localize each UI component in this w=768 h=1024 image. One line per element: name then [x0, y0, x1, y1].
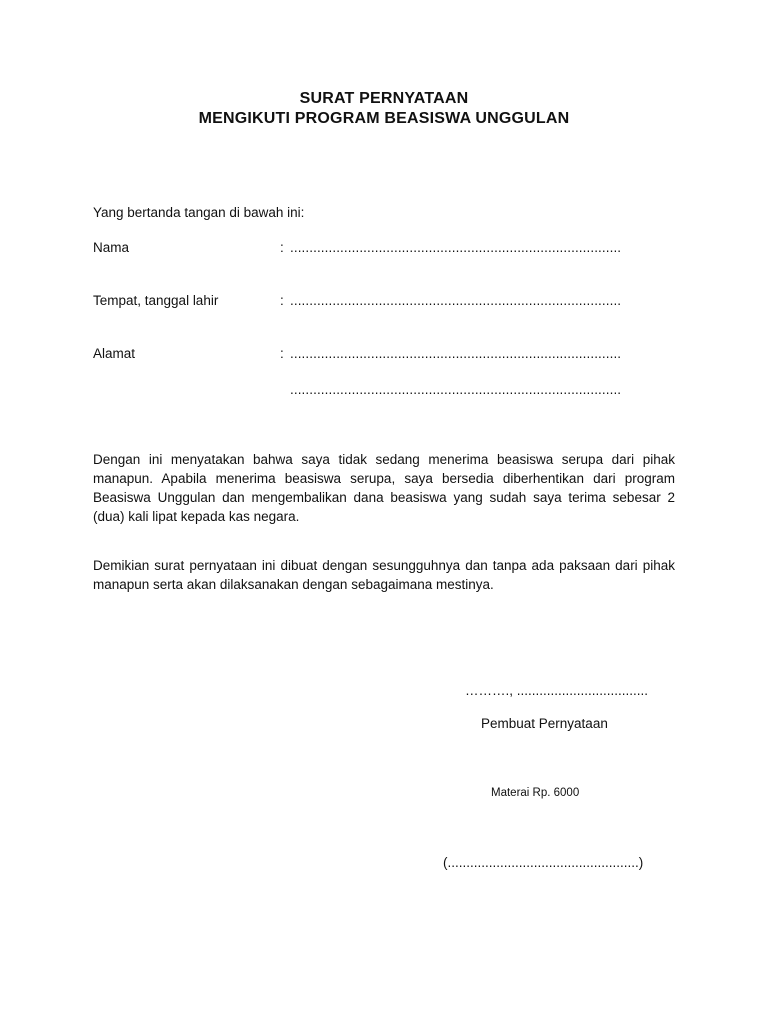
ttl-colon: :	[280, 293, 284, 308]
nama-label: Nama	[93, 240, 130, 255]
alamat-colon: :	[280, 346, 284, 361]
stamp-label: Materai Rp. 6000	[491, 787, 580, 799]
document-title: SURAT PERNYATAAN	[299, 90, 469, 107]
signature-line: (...................................................)	[443, 855, 644, 870]
statement-paragraph: Dengan ini menyatakan bahwa saya tidak sedang menerima beasiswa serupa dari pihak manapun. Apabila menerima beasiswa serupa, saya bersedia diberhentikan dari program Beasiswa Unggulan dan mengembalikan dana beasiswa yang sudah saya terima sebesar 2 (dua) kali lipat kepada kas negara.	[93, 452, 675, 524]
nama-colon: :	[280, 240, 284, 255]
document-subtitle: MENGIKUTI PROGRAM BEASISWA UNGGULAN	[198, 110, 570, 127]
signer-label: Pembuat Pernyataan	[481, 716, 608, 731]
ttl-field: ......................................................................................	[290, 293, 622, 308]
place-date-line: ………., ...................................	[465, 683, 649, 698]
alamat-field: ......................................................................................	[290, 346, 622, 361]
closing-paragraph: Demikian surat pernyataan ini dibuat dengan sesungguhnya dan tanpa ada paksaan dari pihak manapun serta akan dilaksanakan dengan sebagaimana mestinya.	[93, 558, 675, 592]
ttl-label: Tempat, tanggal lahir	[93, 293, 219, 308]
nama-field: ......................................................................................	[290, 240, 622, 255]
intro-text: Yang bertanda tangan di bawah ini:	[93, 205, 305, 220]
alamat-label: Alamat	[93, 346, 136, 361]
alamat-field-line2: ......................................................................................	[290, 382, 622, 397]
